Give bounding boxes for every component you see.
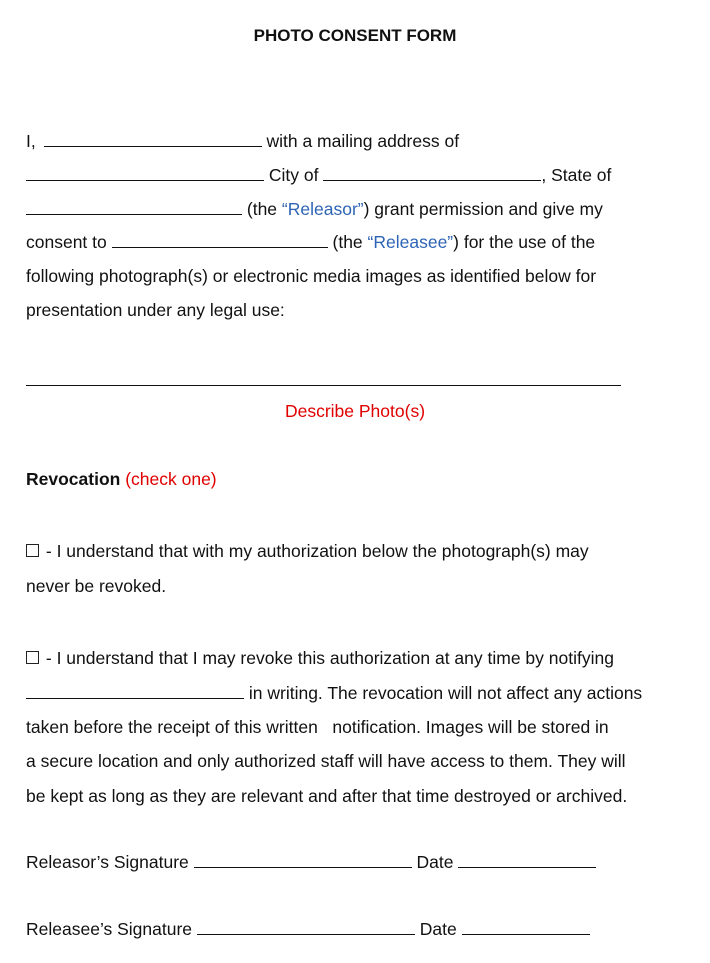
- for-use-text: ) for the use of the: [453, 232, 596, 252]
- releasor-date-label: Date: [416, 852, 454, 872]
- revocation-heading: Revocation: [26, 469, 121, 489]
- releasee-signature-row: [26, 918, 590, 940]
- form-line-3: [26, 198, 603, 220]
- releasor-term: “Releasor”: [281, 199, 364, 219]
- check-one-note: (check one): [125, 469, 217, 489]
- the-open-2: (the: [332, 232, 363, 252]
- releasee-blank[interactable]: [112, 232, 328, 248]
- option1-line-1: [26, 540, 589, 562]
- releasor-signature-blank[interactable]: [194, 852, 412, 868]
- option1-line-2: never be revoked.: [26, 576, 167, 596]
- consent-to-text: consent to: [26, 232, 107, 252]
- describe-photo-line[interactable]: [26, 385, 621, 386]
- releasee-signature-label: Releasee’s Signature: [26, 919, 193, 939]
- mailing-address-text: with a mailing address of: [266, 131, 460, 151]
- option2-writing-text: in writing. The revocation will not affect any actions: [248, 683, 643, 703]
- option2-line-3: taken before the receipt of this written notification. Images will be stored in: [26, 717, 609, 737]
- option2-checkbox[interactable]: [26, 651, 39, 664]
- notify-blank[interactable]: [26, 683, 244, 699]
- address-blank[interactable]: [26, 165, 264, 181]
- describe-photo-label: Describe Photo(s): [284, 401, 426, 421]
- option2-text: - I understand that I may revoke this authorization at any time by notifying: [45, 648, 614, 668]
- releasor-signature-label: Releasor’s Signature: [26, 852, 189, 872]
- releasee-term: “Releasee”: [367, 232, 454, 252]
- releasee-date-blank[interactable]: [462, 919, 590, 935]
- option2-line-4: a secure location and only authorized staff will have access to them. They will: [26, 751, 626, 771]
- form-line-6: presentation under any legal use:: [26, 300, 285, 320]
- intro-i: I,: [26, 131, 36, 151]
- grant-text: ) grant permission and give my: [363, 199, 603, 219]
- city-blank[interactable]: [323, 165, 541, 181]
- option2-line-2: [26, 682, 642, 704]
- city-label: City of: [268, 165, 319, 185]
- releasee-date-label: Date: [419, 919, 457, 939]
- state-blank[interactable]: [26, 199, 242, 215]
- releasee-signature-blank[interactable]: [197, 919, 415, 935]
- releasor-date-blank[interactable]: [458, 852, 596, 868]
- state-label: , State of: [541, 165, 612, 185]
- option2-line-5: be kept as long as they are relevant and after that time destroyed or archived.: [26, 786, 628, 806]
- form-line-4: [26, 231, 595, 253]
- the-open-1: (the: [246, 199, 278, 219]
- option1-checkbox[interactable]: [26, 544, 39, 557]
- form-line-2: [26, 164, 611, 186]
- option1-text: - I understand that with my authorization below the photograph(s) may: [45, 541, 589, 561]
- revocation-heading-row: [26, 468, 217, 490]
- releasor-signature-row: [26, 851, 596, 873]
- form-line-1: [26, 130, 459, 152]
- form-line-5: following photograph(s) or electronic media images as identified below for: [26, 266, 597, 286]
- name-blank[interactable]: [44, 131, 262, 147]
- option2-line-1: [26, 647, 614, 669]
- page-title: PHOTO CONSENT FORM: [253, 26, 457, 45]
